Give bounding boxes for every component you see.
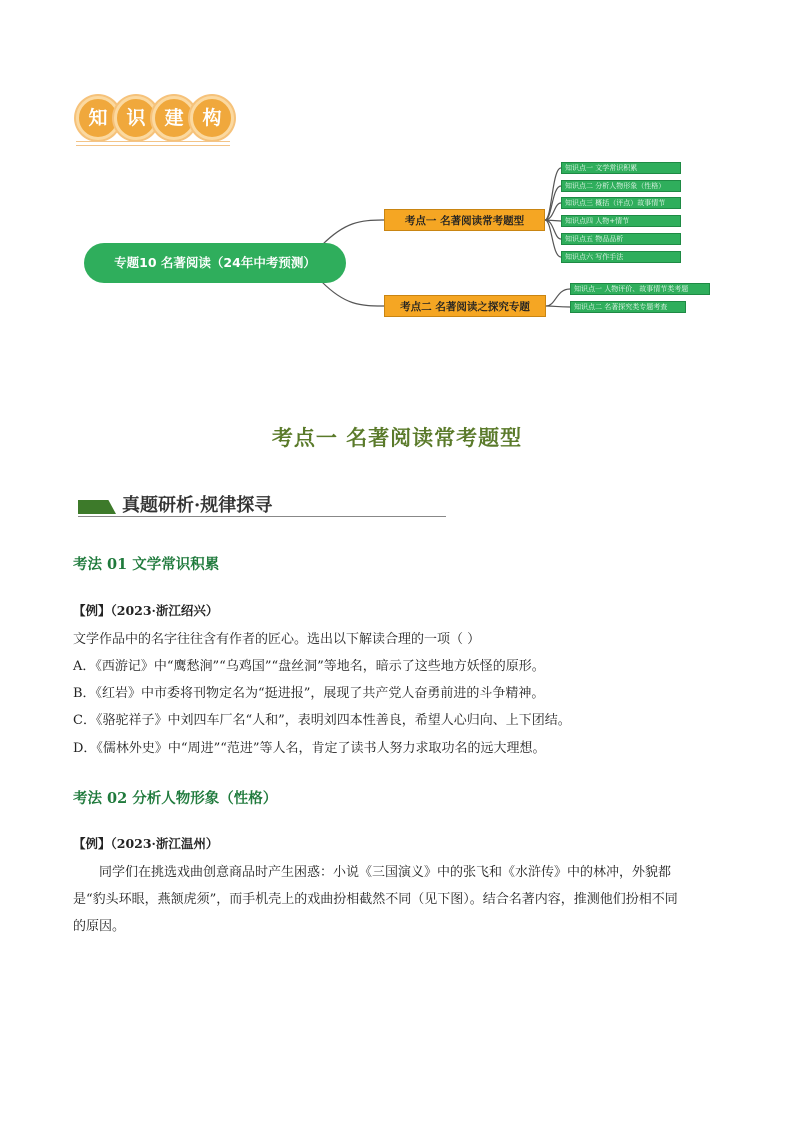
section-title: 考点一 名著阅读常考题型 [271, 426, 523, 450]
subhead-title: 真题研析·规律探寻 [122, 495, 273, 516]
mindmap-leaf: 知识点一 人物评价、故事情节类考题 [570, 283, 710, 295]
option-a: A．《西游记》中“鹰愁涧”“乌鸡国”“盘丝洞”等地名，暗示了这些地方妖怪的原形。 [73, 659, 545, 674]
option-d: D．《儒林外史》中“周进”“范进”等人名，肯定了读书人努力求取功名的远大理想。 [73, 741, 546, 756]
mindmap-leaf: 知识点三 概括（评点）故事情节 [561, 197, 681, 209]
banner-char-2: 识 [114, 96, 158, 140]
option-c: C．《骆驼祥子》中刘四车厂名“人和”，表明刘四本性善良，希望人心归向、上下团结。 [73, 713, 571, 728]
paragraph-line: 是“豹头环眼，燕颔虎须”，而手机壳上的戏曲扮相截然不同（见下图）。结合名著内容，推测他们扮相不同 [73, 892, 678, 907]
banner-char-3: 建 [152, 96, 196, 140]
mindmap-branch-2: 考点二 名著阅读之探究专题 [384, 295, 546, 317]
subhead-bar [78, 500, 116, 514]
mindmap-leaf: 知识点二 名著探究类专题考查 [570, 301, 686, 313]
mindmap-leaf: 知识点六 写作手法 [561, 251, 681, 263]
banner-char-4: 构 [190, 96, 234, 140]
paragraph-line: 同学们在挑选戏曲创意商品时产生困惑：小说《三国演义》中的张飞和《水浒传》中的林冲，外貌都 [99, 865, 672, 880]
paragraph-line: 的原因。 [73, 919, 126, 934]
mindmap-root: 专题10 名著阅读（24年中考预测） [84, 243, 346, 283]
example-label: 【例】（2023·浙江绍兴） [73, 603, 219, 618]
mindmap-leaf: 知识点四 人物+情节 [561, 215, 681, 227]
example-label: 【例】（2023·浙江温州） [73, 836, 219, 851]
kaofa-01-title: 考法 01 文学常识积累 [73, 556, 220, 573]
subhead-divider [78, 516, 446, 517]
mindmap-leaf: 知识点二 分析人物形象（性格） [561, 180, 681, 192]
kaofa-02-title: 考法 02 分析人物形象（性格） [73, 790, 278, 807]
mindmap-branch-1: 考点一 名著阅读常考题型 [384, 209, 545, 231]
banner-char-1: 知 [76, 96, 120, 140]
mindmap-leaf: 知识点一 文学常识积累 [561, 162, 681, 174]
question-text: 文学作品中的名字往往含有作者的匠心。选出以下解读合理的一项（ ） [73, 632, 481, 647]
option-b: B．《红岩》中市委将刊物定名为“挺进报”，展现了共产党人奋勇前进的斗争精神。 [73, 686, 545, 701]
mindmap-leaf: 知识点五 物品品析 [561, 233, 681, 245]
